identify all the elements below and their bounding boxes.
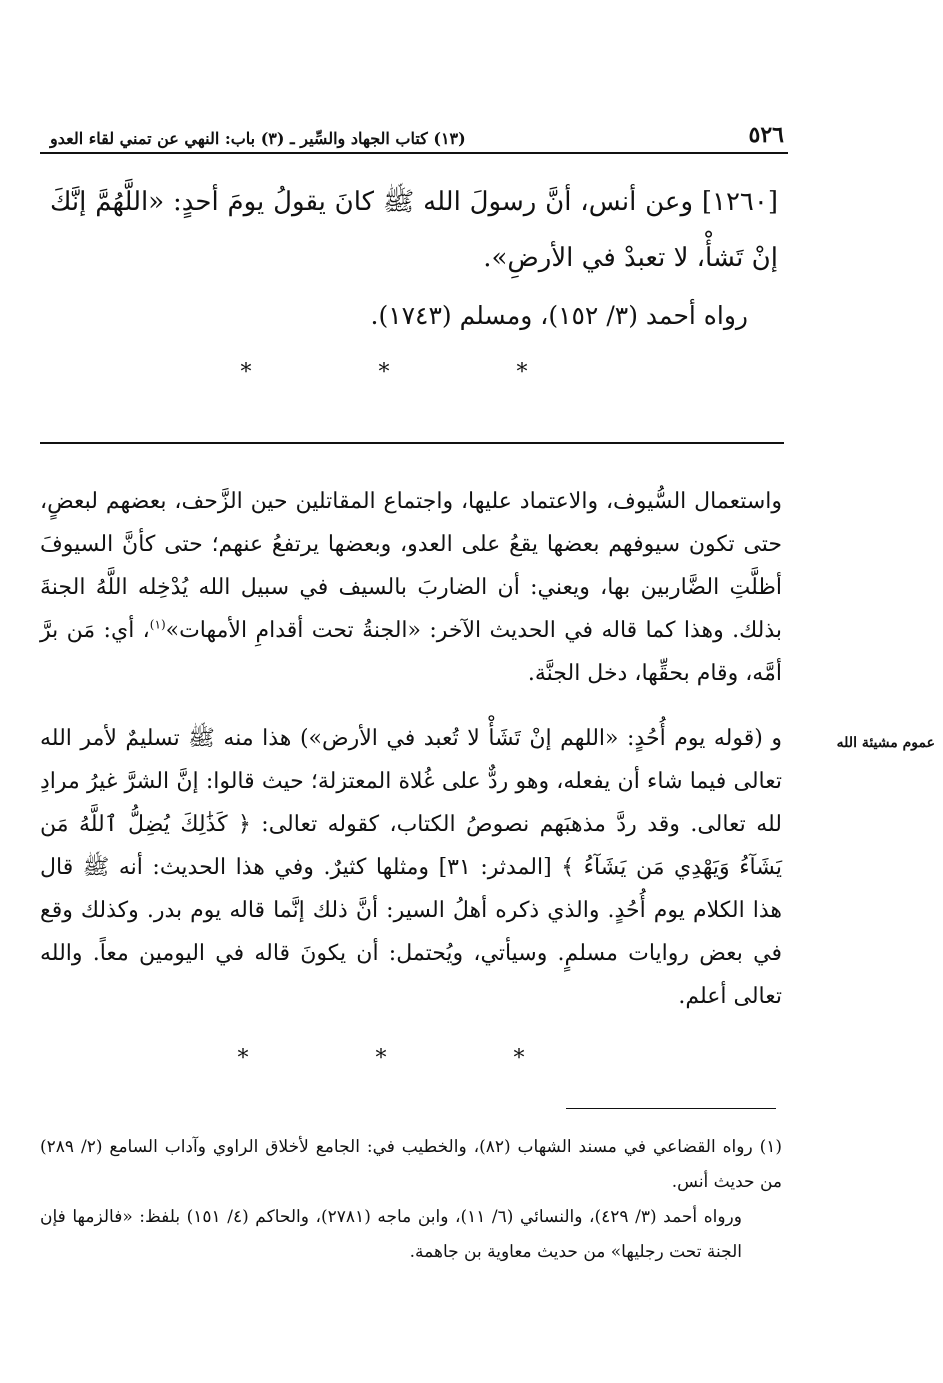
hadith-source: رواه أحمد (٣/ ١٥٢)، ومسلم (١٧٤٣). bbox=[370, 301, 748, 330]
commentary-paragraph-1 bbox=[40, 480, 782, 695]
footnotes bbox=[40, 1130, 782, 1270]
section-separator: * * * bbox=[240, 360, 588, 385]
footnote-1-continuation: ورواه أحمد (٣/ ٤٢٩)، والنسائي (٦/ ١١)، وابن ماجه (٢٧٨١)، والحاكم (٤/ ١٥١) بلفظ: «فالزمها فإن الجنة تحت رجليها» من حديث معاوية بن جاهمة. bbox=[40, 1207, 742, 1262]
hadith-block bbox=[40, 168, 788, 338]
footnote-1: (١) رواه القضاعي في مسند الشهاب (٨٢)، والخطيب في: الجامع لأخلاق الراوي وآداب السامع (٢/ ٢٨٩) من حديث أنس. bbox=[40, 1137, 783, 1192]
footnote-reference[interactable]: (١) bbox=[149, 617, 166, 632]
section-separator-2: * * * bbox=[237, 1046, 585, 1071]
commentary-divider bbox=[40, 442, 784, 444]
commentary-text-1: واستعمال السُّيوف، والاعتماد عليها، واجتماع المقاتلين حين الزَّحف، بعضهم لبعضٍ، حتى تكون سيوفهم بعضها يقعُ على العدو، وبعضها يرتفعُ عنهم؛ حتى كأنَّ السيوفَ أظلَّتِ الضَّاربين بها، ويعني: أن الضاربَ بالسيف في سبيل الله يُدْخِله اللَّهُ الجنةَ بذلك. وهذا كما قاله في الحديث الآخر: «الجنةُ تحت أقدامِ الأمهات» bbox=[40, 489, 783, 643]
commentary-text-1-end: ، أي: مَن برَّ أمَّه، وقام بحقِّها، دخل الجنَّة. bbox=[40, 618, 782, 686]
margin-note: عموم مشيئة الله bbox=[836, 735, 935, 751]
commentary-paragraph-2: و (قوله يوم أُحُدٍ: «اللهم إنْ تَشَأْ لا تُعبد في الأرض») هذا منه ﷺ تسليمٌ لأمر الله تعالى فيما شاء أن يفعله، وهو ردٌّ على غُلاة المعتزلة؛ حيث قالوا: إنَّ الشرَّ غيرُ مرادِ لله تعالى. وقد ردَّ مذهبَهم نصوصُ الكتاب، كقوله تعالى: ﴿ كَذَٰلِكَ يُضِلُّ ٱللَّهُ مَن يَشَآءُ وَيَهْدِي مَن يَشَآءُ ﴾ [المدثر: ٣١] ومثلها كثيرٌ. وفي هذا الحديث: أنه ﷺ قال هذا الكلام يوم أُحُدٍ. والذي ذكره أهلُ السير: أنَّ ذلك إنَّما قاله يوم بدر. وكذلك وقع في بعض روايات مسلمٍ. وسيأتي، ويُحتمل: أن يكونَ قاله في اليومين معاً. والله تعالى أعلم. bbox=[40, 726, 782, 1009]
footnote-divider bbox=[566, 1108, 776, 1109]
page-number: ٥٢٦ bbox=[748, 122, 784, 148]
commentary bbox=[40, 480, 782, 1018]
hadith-text: [١٢٦٠] وعن أنس، أنَّ رسولَ الله ﷺ كانَ يقولُ يومَ أحدٍ: «اللَّهُمَّ إنَّكَ إنْ تَشأْ، لا تعبدْ في الأرضِ». bbox=[50, 187, 778, 273]
page-header bbox=[40, 118, 788, 154]
running-head: (١٣) كتاب الجهاد والسِّير ـ (٣) باب: النهي عن تمني لقاء العدو bbox=[50, 129, 466, 148]
